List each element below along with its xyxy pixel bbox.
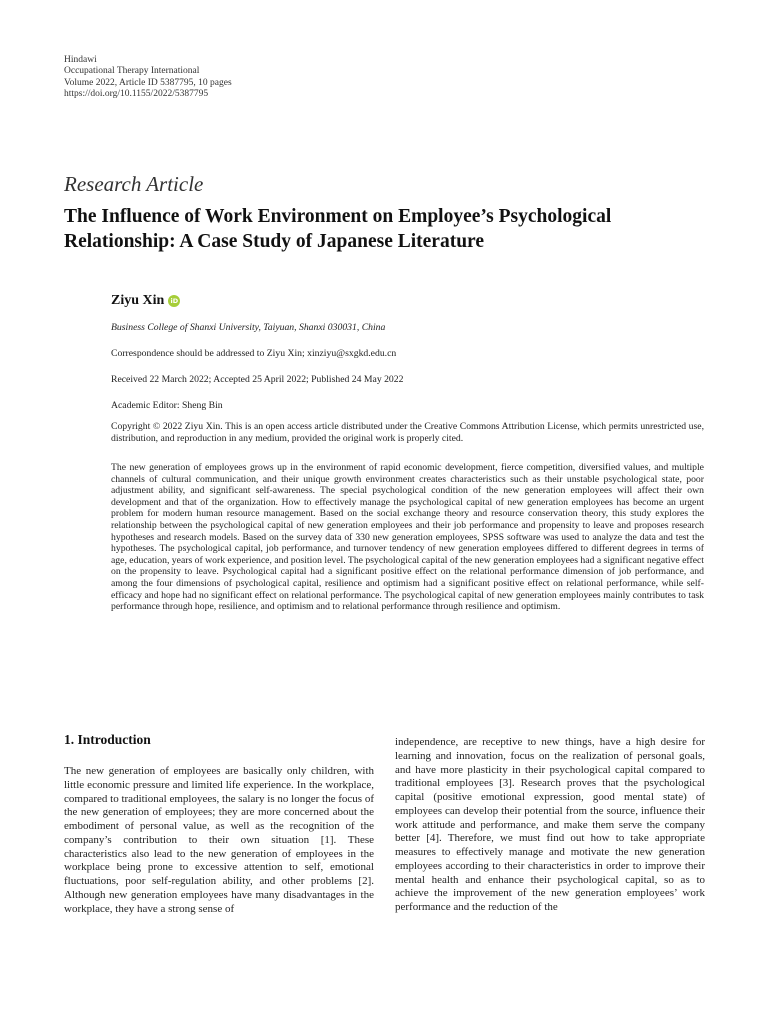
affiliation: Business College of Shanxi University, Taiyuan, Shanxi 030031, China: [111, 322, 386, 333]
abstract: The new generation of employees grows up in the environment of rapid economic development, fierce competition, diversified values, and multiple channels of cultural communication, and their unique growth environment creates characteristics such as their unstable psychological state, poor adjustment ability, and significant self-awareness. The special psychological condition of the new generation employees will affect their own development and that of the organization. How to effectively manage the psychological capital of new generation employees has become an urgent problem for modern human resource management. Based on the social exchange theory and resource conservation theory, this study explores the relationship between the psychological capital of new generation employees and their job performance and propensity to leave and proposes research hypotheses and research models. Based on the survey data of 330 new generation employees, SPSS software was used to analyze the data and test the hypotheses. The psychological capital, job performance, and turnover tendency of new generation employees differed to different degrees in terms of age, education, years of work experience, and position level. The psychological capital of the new generation employees had a significant negative effect on the propensity to leave. Psychological capital had a significant positive effect on the relational performance dimension of job performance, and among the four dimensions of psychological capital, resilience and optimism had a significant positive effect on relational performance, while self-efficacy and hope had no significant effect on relational performance. The psychological capital of new generation employees mainly contributes to task performance through hope, resilience, and optimism and to relational performance through resilience and optimism.: [111, 462, 704, 613]
publication-dates: Received 22 March 2022; Accepted 25 April 2022; Published 24 May 2022: [111, 374, 404, 385]
section-heading: 1. Introduction: [64, 732, 151, 747]
correspondence: Correspondence should be addressed to Ziyu Xin; xinziyu@sxgkd.edu.cn: [111, 348, 397, 359]
journal-name: Occupational Therapy International: [64, 66, 200, 77]
volume-info: Volume 2022, Article ID 5387795, 10 pages: [64, 77, 232, 88]
doi-link[interactable]: https://doi.org/10.1155/2022/5387795: [64, 88, 209, 99]
article-type: Research Article: [64, 172, 204, 196]
copyright-notice: Copyright © 2022 Ziyu Xin. This is an open access article distributed under the Creative Commons Attribution License, which permits unrestricted use, distribution, and reproduction in any medium, provided the original work is properly cited.: [111, 421, 704, 445]
paper-title: The Influence of Work Environment on Employee’s Psychological Relationship: A Case Study of Japanese Literature: [64, 206, 612, 252]
journal-header: [64, 55, 232, 100]
publisher-name: Hindawi: [64, 55, 97, 65]
academic-editor: Academic Editor: Sheng Bin: [111, 400, 223, 411]
orcid-icon[interactable]: iD: [168, 295, 180, 307]
author-name: Ziyu Xin: [111, 293, 165, 308]
body-column-right: independence, are receptive to new things, have a high desire for learning and innovation, focus on the realization of personal goals, and have more plasticity in their psychological capital compared to traditional employees [3]. Research proves that the psychological capital (positive emotional expression, good mental state) of employees can develop their potential from the source, influence their work attitude and performance, and make them serve the company better [4]. Therefore, we must find out how to take appropriate measures to effectively manage and motivate the new generation employees according to their characteristics in order to improve their mental health and enhance their psychological capital, so as to achieve the improvement of the new generation employees’ work performance and the reduction of the: [395, 736, 705, 913]
author-line: [111, 293, 180, 309]
body-column-left: The new generation of employees are basically only children, with little economic pressure and limited life experience. In the workplace, compared to traditional employees, the salary is no longer the focus of the new generation of employees; they are more concerned about the embodiment of personal value, as well as the recognition of the company’s contribution to their own situation [1]. These characteristics also lead to the new generation of employees in the workplace being prone to excessive attention to self, emotional fluctuations, poor self-regulation ability, and other problems [2]. Although new generation employees have many disadvantages in the workplace, they have a strong sense of: [64, 765, 374, 915]
